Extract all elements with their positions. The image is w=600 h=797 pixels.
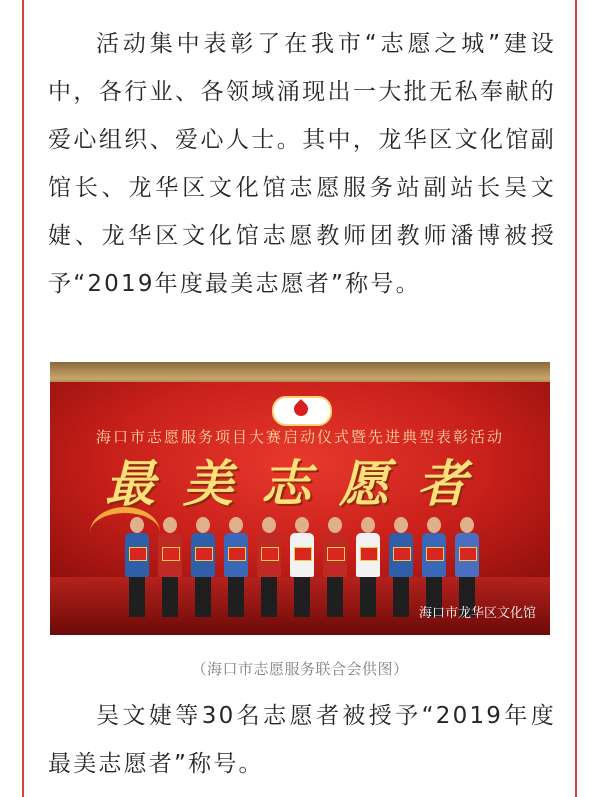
awardee-figure — [224, 517, 248, 617]
awardee-figure — [125, 517, 149, 617]
article-paragraph: 活动集中表彰了在我市“志愿之城”建设中，各行业、各领域涌现出一大批无私奉献的爱心组织、爱心人士。其中，龙华区文化馆副馆长、龙华区文化馆志愿服务站副站长吴文婕、龙华区文化馆志愿教师团教师潘博被授予“2019年度最美志愿者”称号。 — [48, 31, 556, 297]
photo-caption: （海口市志愿服务联合会供图） — [191, 660, 409, 678]
awardee-figure — [356, 517, 380, 617]
volunteer-logo-icon — [272, 396, 332, 426]
awardee-group — [125, 497, 485, 617]
article-paragraph: 吴文婕等30名志愿者被授予“2019年度最美志愿者”称号。 — [48, 703, 556, 777]
photo-watermark: 海口市龙华区文化馆 — [418, 606, 536, 621]
event-photo — [50, 362, 550, 635]
awardee-figure — [191, 517, 215, 617]
awardee-figure — [290, 517, 314, 617]
photo-banner-text: 海口市志愿服务项目大赛启动仪式暨先进典型表彰活动 — [95, 428, 504, 446]
article-body-2 — [48, 692, 556, 788]
photo-big-title: 最美志愿者 — [105, 454, 495, 513]
awardee-figure — [257, 517, 281, 617]
awardee-figure — [389, 517, 413, 617]
awardee-figure — [323, 517, 347, 617]
awardee-figure — [158, 517, 182, 617]
article-body — [48, 20, 556, 308]
